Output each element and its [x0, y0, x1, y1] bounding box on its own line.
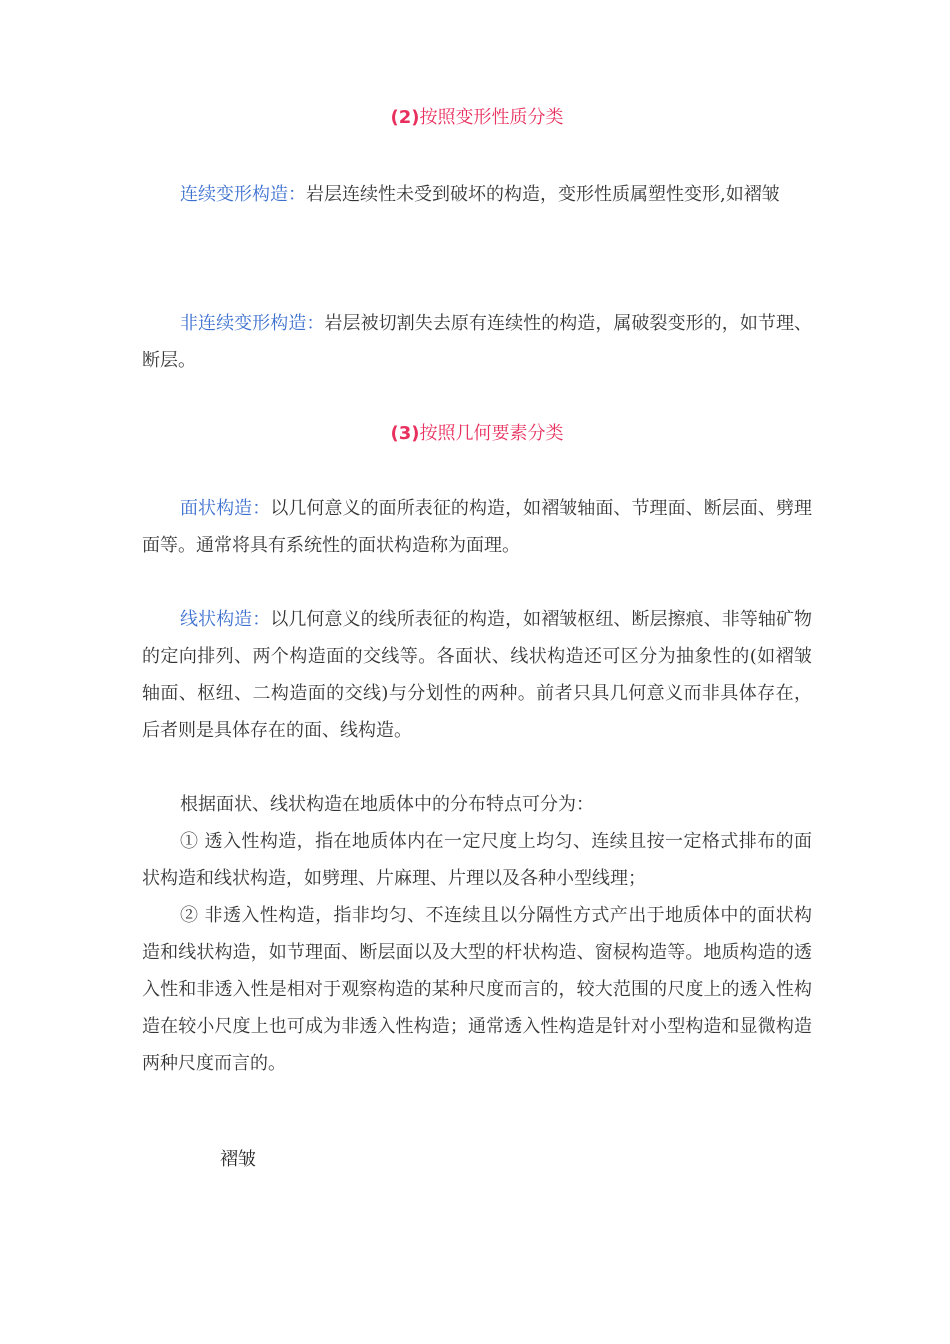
term-colon: ：: [306, 313, 325, 334]
section-heading-2: [142, 106, 812, 130]
list-item-text: ① 透入性构造，指在地质体内在一定尺度上均匀、连续且按一定格式排布的面状构造和线状构造，如劈理、片麻理、片理以及各种小型线理；: [142, 831, 812, 889]
paragraph-text: 以几何意义的线所表征的构造，如褶皱枢纽、断层擦痕、非等轴矿物的定向排列、两个构造面的交线等。各面状、线状构造还可区分为抽象性的(如褶皱轴面、枢纽、二构造面的交线)与分划性的两种。前者只具几何意义而非具体存在，后者则是具体存在的面、线构造。: [142, 609, 813, 741]
term-linear: 线状构造: [180, 609, 253, 630]
section-heading-3: [142, 422, 812, 446]
paragraph-continuous: [142, 176, 812, 213]
term-discontinuous: 非连续变形构造: [180, 313, 307, 334]
term-planar: 面状构造: [180, 498, 253, 519]
section-title: 按照几何要素分类: [419, 423, 564, 444]
list-item-non-pervasive: [142, 897, 812, 1082]
paragraph-text: 根据面状、线状构造在地质体中的分布特点可分为：: [180, 794, 594, 815]
paragraph-text: 以几何意义的面所表征的构造，如褶皱轴面、节理面、断层面、劈理面等。通常将具有系统性的面状构造称为面理。: [142, 498, 813, 556]
term-colon: ：: [288, 184, 306, 205]
paragraph-planar: [142, 490, 812, 564]
paragraph-distribution-intro: [142, 786, 812, 823]
section-number: (3): [390, 423, 420, 444]
list-item-pervasive: [142, 823, 812, 897]
paragraph-text: 岩层连续性未受到破坏的构造，变形性质属塑性变形,如褶皱: [306, 184, 780, 205]
list-item-text: ② 非透入性构造，指非均匀、不连续且以分隔性方式产出于地质体中的面状构造和线状构造，如节理面、断层面以及大型的杆状构造、窗棂构造等。地质构造的透入性和非透入性是相对于观察构造的某种尺度而言的，较大范围的尺度上的透入性构造在较小尺度上也可成为非透入性构造；通常透入性构造是针对小型构造和显微构造两种尺度而言的。: [142, 905, 812, 1074]
paragraph-linear: [142, 601, 812, 749]
term-colon: ：: [252, 609, 271, 630]
paragraph-text: 岩层被切割失去原有连续性的构造，属破裂变形的，如节理、断层。: [142, 313, 813, 371]
section-title: 按照变形性质分类: [419, 107, 564, 128]
next-section-label: 褶皱: [220, 1149, 256, 1170]
term-colon: ：: [252, 498, 271, 519]
section-number: (2): [390, 107, 420, 128]
paragraph-discontinuous: [142, 305, 812, 379]
term-continuous: 连续变形构造: [180, 184, 288, 205]
